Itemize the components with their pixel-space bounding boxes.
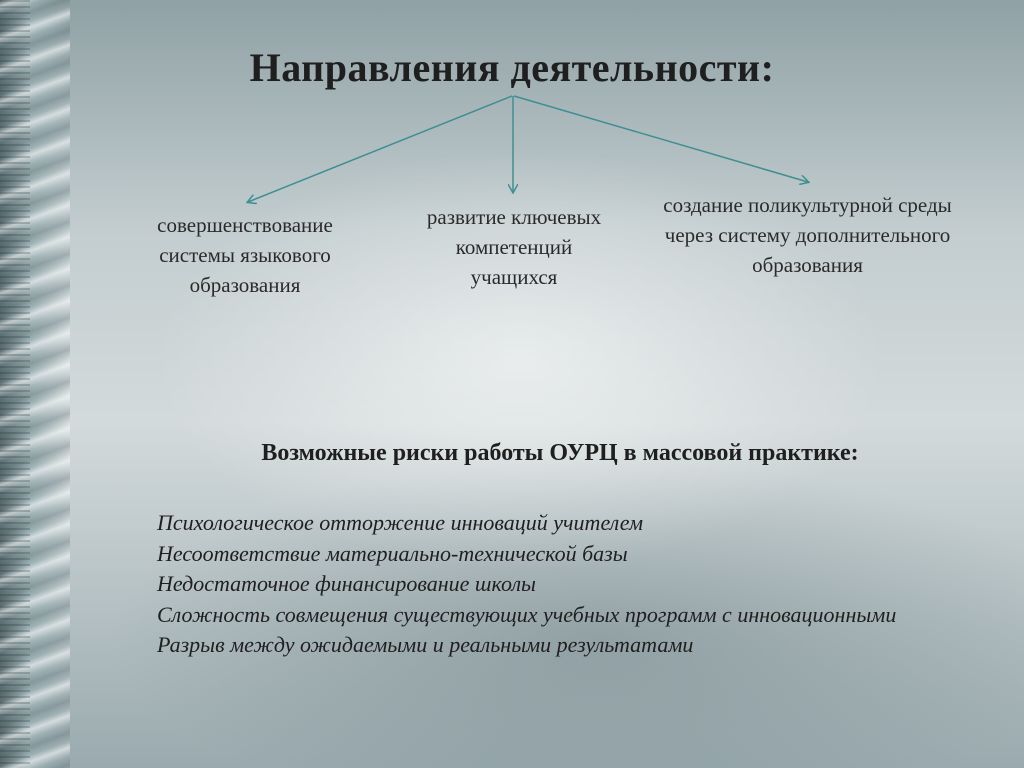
- branch-multicultural-environment: создание поликультурной среды через систему дополнительного образования: [663, 193, 952, 277]
- risk-item: Разрыв между ожидаемыми и реальными результатами: [157, 632, 694, 657]
- risk-item: Несоответствие материально-технической базы: [157, 540, 628, 566]
- risks-heading: Возможные риски работы ОУРЦ в массовой практике:: [261, 440, 859, 466]
- branch-key-competencies: развитие ключевых компетенций учащихся: [426, 205, 602, 289]
- risk-item: Сложность совмещения существующих учебных программ с инновационными: [157, 601, 897, 627]
- arrow-right: [514, 96, 808, 182]
- arrow-left: [248, 96, 512, 202]
- slide-title: Направления деятельности:: [249, 45, 775, 90]
- risks-list: [157, 508, 957, 661]
- branch-language-education: совершенствование системы языкового образования: [157, 213, 333, 297]
- risk-item: Психологическое отторжение инноваций учителем: [157, 510, 644, 535]
- risk-item: Недостаточное финансирование школы: [157, 571, 536, 596]
